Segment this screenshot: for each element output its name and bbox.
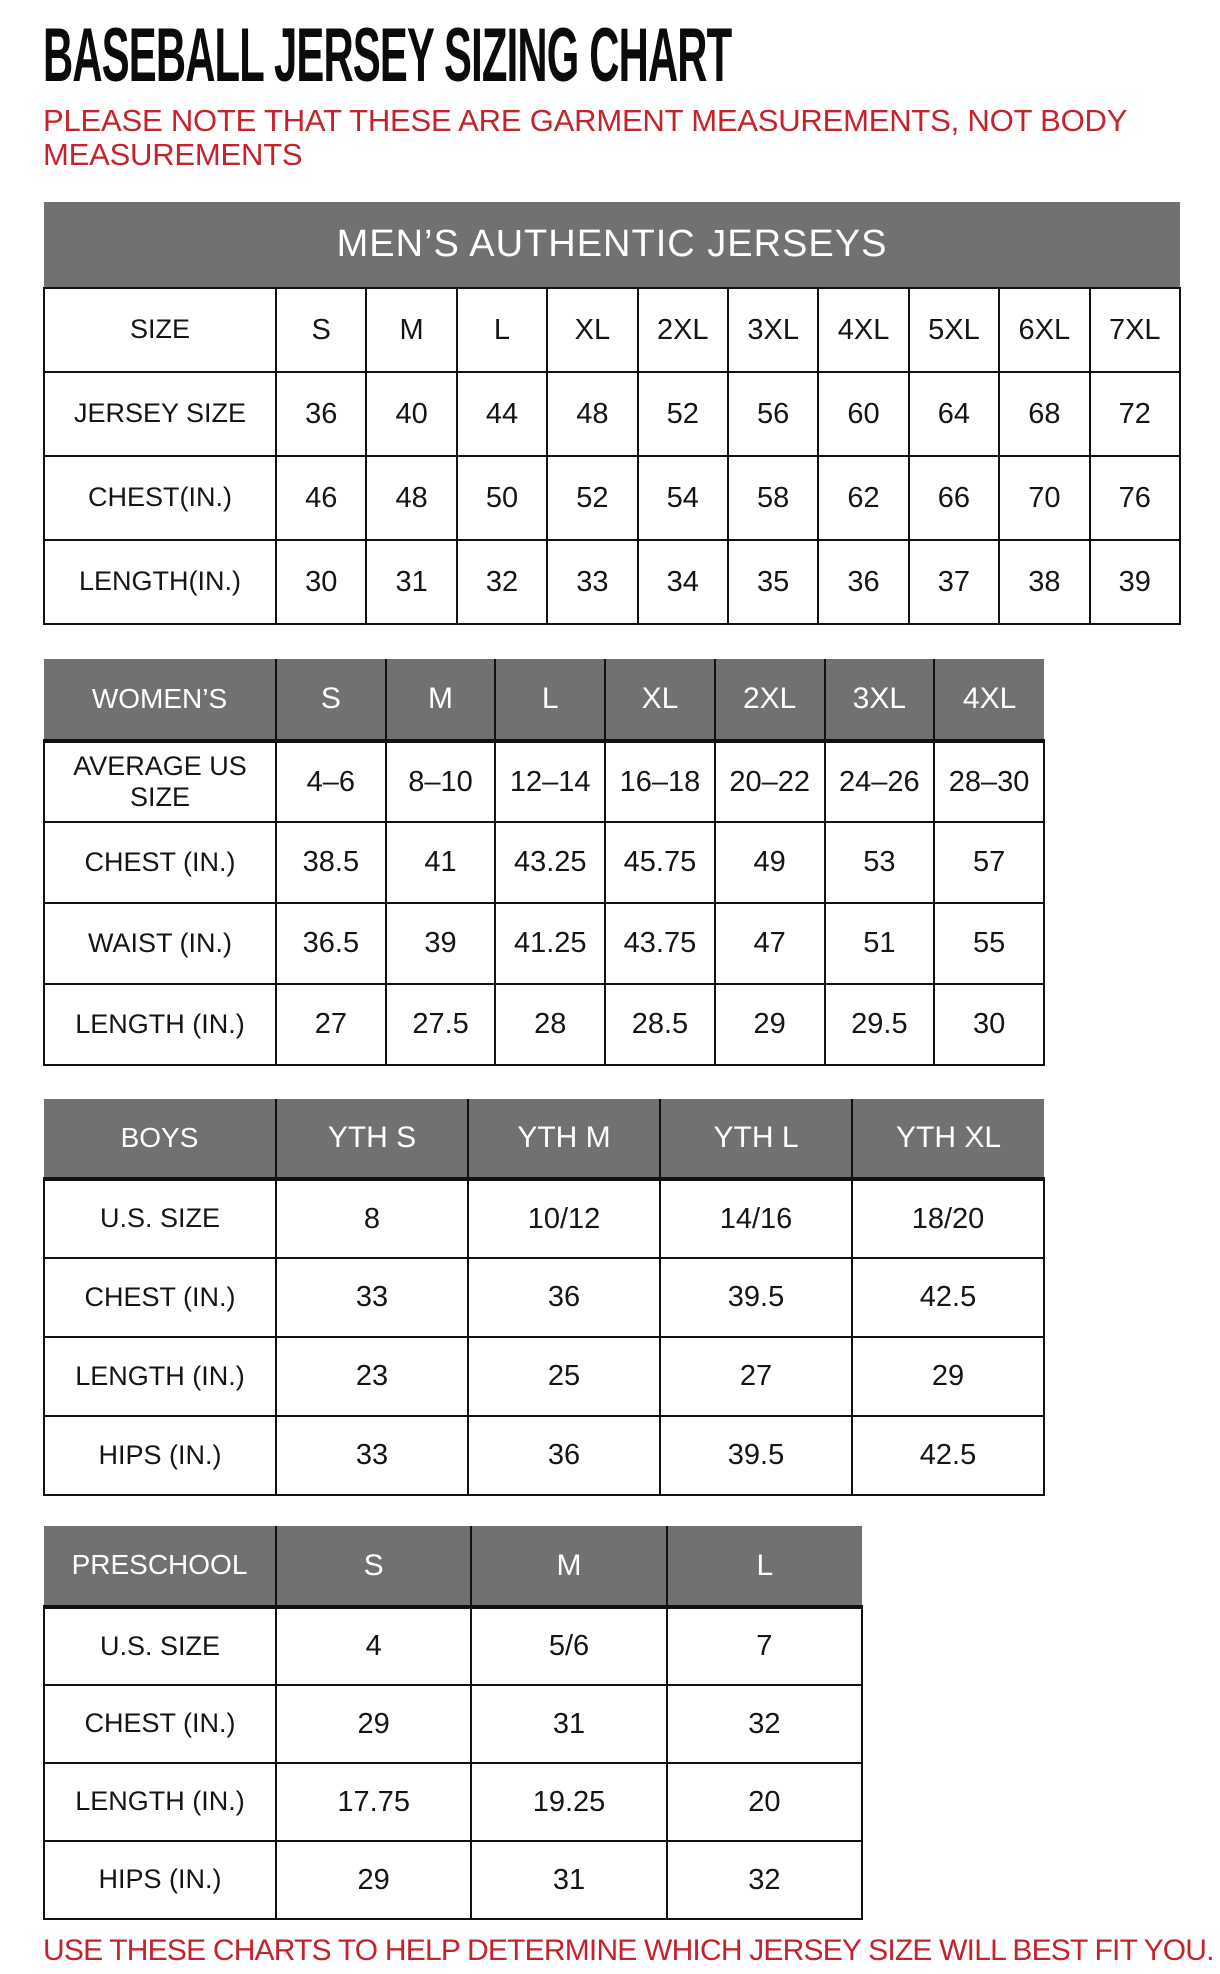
measurement-cell: 27.5 — [386, 984, 496, 1065]
size-column-header: YTH XL — [852, 1099, 1044, 1179]
table-row — [44, 540, 1180, 624]
measurement-cell: 37 — [909, 540, 999, 624]
measurement-cell: 10/12 — [468, 1179, 660, 1258]
table-row — [44, 1179, 1044, 1258]
table-row — [44, 1685, 862, 1763]
measurement-cell: 36.5 — [276, 903, 386, 984]
row-label: WAIST (IN.) — [44, 903, 276, 984]
measurement-cell: 54 — [638, 456, 728, 540]
measurement-cell: 36 — [818, 540, 908, 624]
measurement-cell: 43.25 — [495, 822, 605, 903]
row-label: CHEST (IN.) — [44, 1258, 276, 1337]
measurement-cell: 64 — [909, 372, 999, 456]
boys-jerseys-table — [43, 1099, 1045, 1496]
size-column-header: YTH L — [660, 1099, 852, 1179]
measurement-cell: 41.25 — [495, 903, 605, 984]
row-label: LENGTH (IN.) — [44, 1763, 276, 1841]
mens-banner-row — [44, 202, 1180, 288]
measurement-cell: 39 — [1090, 540, 1180, 624]
measurement-cell: 35 — [728, 540, 818, 624]
table-row — [44, 984, 1044, 1065]
womens-table-body — [44, 741, 1044, 1065]
measurement-cell: 27 — [276, 984, 386, 1065]
measurement-cell: 12–14 — [495, 741, 605, 822]
measurement-cell: 49 — [715, 822, 825, 903]
row-label: LENGTH (IN.) — [44, 984, 276, 1065]
measurement-cell: 68 — [999, 372, 1089, 456]
measurement-cell: 55 — [934, 903, 1044, 984]
measurement-cell: 39.5 — [660, 1258, 852, 1337]
measurement-cell: 42.5 — [852, 1258, 1044, 1337]
measurement-cell: 52 — [638, 372, 728, 456]
boys-header-row — [44, 1099, 1044, 1179]
measurement-cell: 62 — [818, 456, 908, 540]
boys-table-header — [44, 1099, 1044, 1179]
table-row — [44, 903, 1044, 984]
womens-header-row — [44, 659, 1044, 741]
measurement-cell: S — [276, 288, 366, 372]
measurement-cell: 25 — [468, 1337, 660, 1416]
preschool-header-row — [44, 1526, 862, 1607]
measurement-cell: 33 — [276, 1258, 468, 1337]
measurement-cell: 8 — [276, 1179, 468, 1258]
measurement-cell: 45.75 — [605, 822, 715, 903]
measurement-cell: 44 — [457, 372, 547, 456]
measurement-cell: 39 — [386, 903, 496, 984]
measurement-cell: 33 — [547, 540, 637, 624]
measurement-cell: 57 — [934, 822, 1044, 903]
measurement-cell: 17.75 — [276, 1763, 471, 1841]
measurement-cell: 2XL — [638, 288, 728, 372]
measurement-cell: 5/6 — [471, 1607, 666, 1685]
measurement-cell: 4 — [276, 1607, 471, 1685]
measurement-cell: 56 — [728, 372, 818, 456]
measurement-cell: 39.5 — [660, 1416, 852, 1495]
measurement-cell: 28.5 — [605, 984, 715, 1065]
measurement-cell: 20–22 — [715, 741, 825, 822]
size-column-header: L — [667, 1526, 862, 1607]
row-label: JERSEY SIZE — [44, 372, 276, 456]
measurement-cell: 52 — [547, 456, 637, 540]
table-group-label: WOMEN’S — [44, 659, 276, 741]
womens-table-header — [44, 659, 1044, 741]
measurement-cell: 28 — [495, 984, 605, 1065]
measurement-cell: 4XL — [818, 288, 908, 372]
measurement-cell: 5XL — [909, 288, 999, 372]
row-label: U.S. SIZE — [44, 1179, 276, 1258]
measurement-cell: 27 — [660, 1337, 852, 1416]
boys-table-body — [44, 1179, 1044, 1495]
row-label: LENGTH (IN.) — [44, 1337, 276, 1416]
table-row — [44, 822, 1044, 903]
mens-table-body — [44, 288, 1180, 624]
size-column-header: XL — [605, 659, 715, 741]
measurement-cell: 29 — [852, 1337, 1044, 1416]
table-row — [44, 1337, 1044, 1416]
measurement-cell: 58 — [728, 456, 818, 540]
measurement-cell: 7 — [667, 1607, 862, 1685]
measurement-cell: 28–30 — [934, 741, 1044, 822]
size-column-header: M — [471, 1526, 666, 1607]
page-title-text: BASEBALL JERSEY SIZING CHART — [43, 13, 732, 98]
measurement-cell: 36 — [468, 1258, 660, 1337]
table-row — [44, 1416, 1044, 1495]
measurement-cell: 19.25 — [471, 1763, 666, 1841]
size-column-header: 2XL — [715, 659, 825, 741]
mens-table-header — [44, 202, 1180, 288]
measurement-cell: 38.5 — [276, 822, 386, 903]
size-column-header: L — [495, 659, 605, 741]
row-label: SIZE — [44, 288, 276, 372]
measurement-cell: 60 — [818, 372, 908, 456]
preschool-table-header — [44, 1526, 862, 1607]
measurement-cell: 6XL — [999, 288, 1089, 372]
measurement-cell: 46 — [276, 456, 366, 540]
measurement-cell: 32 — [667, 1841, 862, 1919]
size-column-header: YTH M — [468, 1099, 660, 1179]
row-label: CHEST (IN.) — [44, 1685, 276, 1763]
measurement-cell: 4–6 — [276, 741, 386, 822]
measurement-cell: 66 — [909, 456, 999, 540]
measurement-cell: 29 — [276, 1685, 471, 1763]
measurement-cell: 30 — [276, 540, 366, 624]
row-label: LENGTH(IN.) — [44, 540, 276, 624]
womens-jerseys-table — [43, 659, 1045, 1066]
page-title — [43, 13, 1220, 98]
measurement-cell: 72 — [1090, 372, 1180, 456]
measurement-cell: 20 — [667, 1763, 862, 1841]
size-column-header: S — [276, 659, 386, 741]
measurement-cell: 7XL — [1090, 288, 1180, 372]
table-row — [44, 372, 1180, 456]
table-row — [44, 741, 1044, 822]
row-label: U.S. SIZE — [44, 1607, 276, 1685]
table-row — [44, 1763, 862, 1841]
measurement-cell: 18/20 — [852, 1179, 1044, 1258]
measurement-cell: 3XL — [728, 288, 818, 372]
size-column-header: 4XL — [934, 659, 1044, 741]
row-label: HIPS (IN.) — [44, 1416, 276, 1495]
measurement-cell: 36 — [468, 1416, 660, 1495]
measurement-cell: 33 — [276, 1416, 468, 1495]
measurement-cell: 47 — [715, 903, 825, 984]
size-column-header: S — [276, 1526, 471, 1607]
mens-table-banner: MEN’S AUTHENTIC JERSEYS — [44, 202, 1180, 288]
measurement-cell: 31 — [366, 540, 456, 624]
table-row — [44, 288, 1180, 372]
measurement-cell: 32 — [457, 540, 547, 624]
table-row — [44, 456, 1180, 540]
measurement-cell: 16–18 — [605, 741, 715, 822]
measurement-cell: 31 — [471, 1685, 666, 1763]
measurement-cell: 29 — [276, 1841, 471, 1919]
measurement-cell: 48 — [547, 372, 637, 456]
row-label: AVERAGE US SIZE — [44, 741, 276, 822]
measurement-cell: 8–10 — [386, 741, 496, 822]
fit-advice-footer: USE THESE CHARTS TO HELP DETERMINE WHICH JERSEY SIZE WILL BEST FIT YOU. — [43, 1934, 1214, 1967]
row-label: HIPS (IN.) — [44, 1841, 276, 1919]
measurement-cell: 76 — [1090, 456, 1180, 540]
preschool-table-body — [44, 1607, 862, 1919]
size-column-header: 3XL — [825, 659, 935, 741]
measurement-cell: 43.75 — [605, 903, 715, 984]
table-row — [44, 1607, 862, 1685]
measurement-cell: 70 — [999, 456, 1089, 540]
measurement-cell: 50 — [457, 456, 547, 540]
measurement-cell: 38 — [999, 540, 1089, 624]
measurement-cell: 51 — [825, 903, 935, 984]
measurement-cell: 36 — [276, 372, 366, 456]
measurement-cell: 40 — [366, 372, 456, 456]
measurement-cell: 53 — [825, 822, 935, 903]
measurement-cell: 30 — [934, 984, 1044, 1065]
table-row — [44, 1841, 862, 1919]
measurement-cell: L — [457, 288, 547, 372]
table-group-label: BOYS — [44, 1099, 276, 1179]
size-column-header: YTH S — [276, 1099, 468, 1179]
table-row — [44, 1258, 1044, 1337]
mens-jerseys-table — [43, 202, 1181, 625]
measurement-cell: 48 — [366, 456, 456, 540]
measurement-cell: 24–26 — [825, 741, 935, 822]
measurement-cell: 34 — [638, 540, 728, 624]
measurement-cell: 29.5 — [825, 984, 935, 1065]
table-group-label: PRESCHOOL — [44, 1526, 276, 1607]
measurement-cell: 29 — [715, 984, 825, 1065]
size-column-header: M — [386, 659, 496, 741]
measurement-cell: M — [366, 288, 456, 372]
row-label: CHEST(IN.) — [44, 456, 276, 540]
row-label: CHEST (IN.) — [44, 822, 276, 903]
measurement-cell: 32 — [667, 1685, 862, 1763]
measurement-cell: XL — [547, 288, 637, 372]
measurement-cell: 42.5 — [852, 1416, 1044, 1495]
measurement-cell: 14/16 — [660, 1179, 852, 1258]
measurement-cell: 41 — [386, 822, 496, 903]
preschool-jerseys-table — [43, 1526, 863, 1920]
measurement-cell: 23 — [276, 1337, 468, 1416]
measurement-cell: 31 — [471, 1841, 666, 1919]
garment-measurements-note: PLEASE NOTE THAT THESE ARE GARMENT MEASUREMENTS, NOT BODY MEASUREMENTS — [43, 103, 1127, 172]
